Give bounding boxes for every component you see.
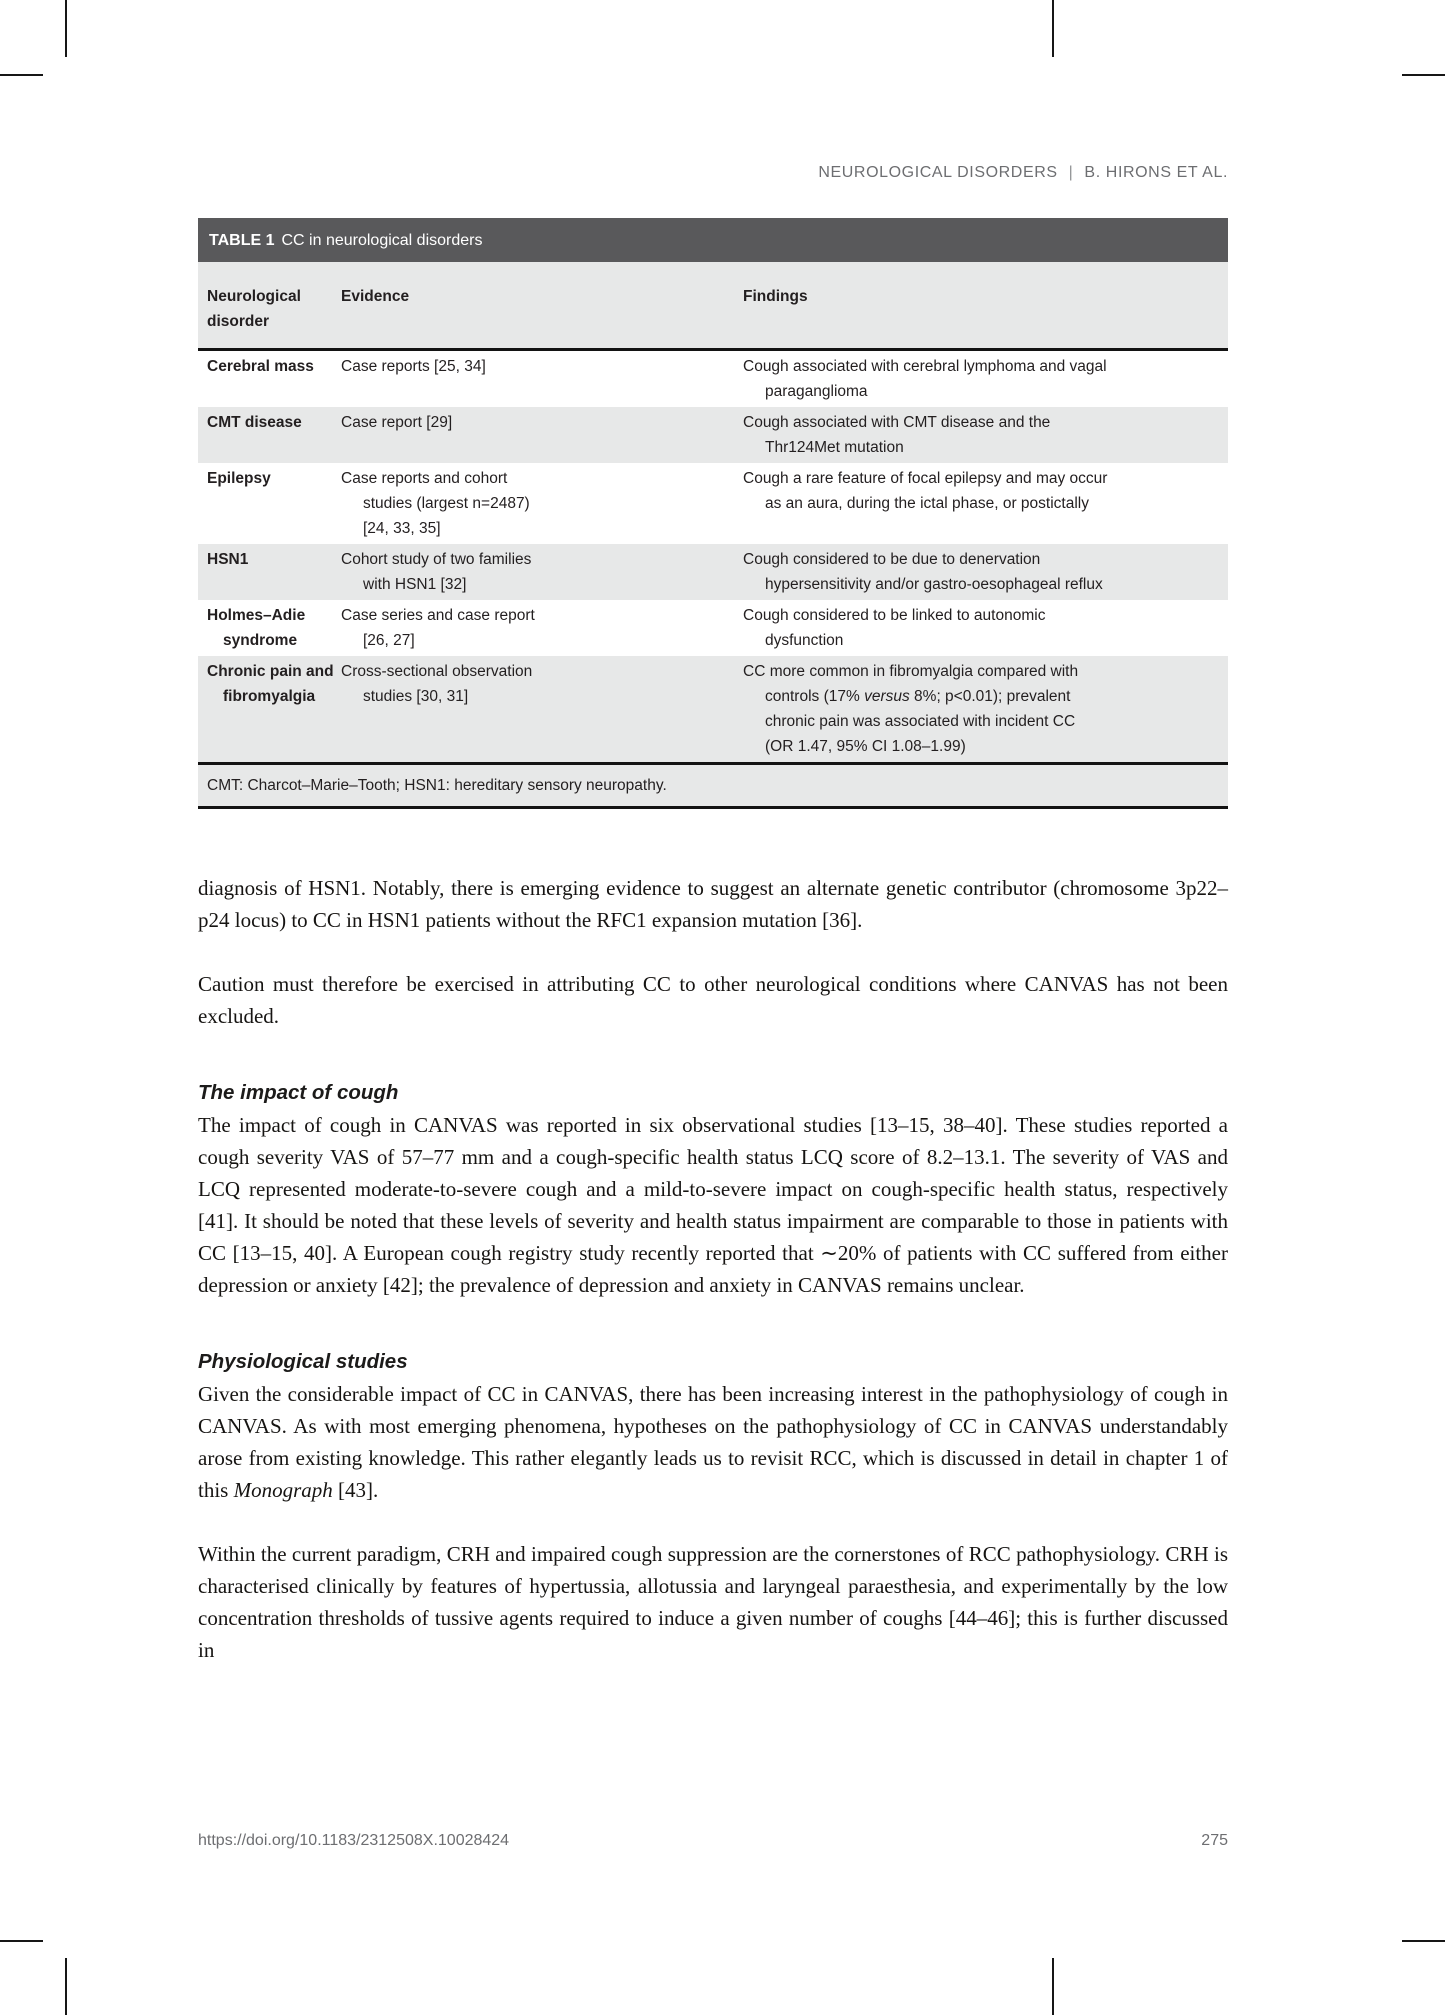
body-text [198, 872, 1228, 1698]
cell-findings: CC more common in fibromyalgia compared with controls (17% versus 8%; p<0.01); prevalent chronic pain was associated with incident CC (OR 1.47, 95% CI 1.08–1.99) [743, 663, 1079, 755]
cell-evidence: Case report [29] [341, 414, 453, 431]
cell-findings: Cough a rare feature of focal epilepsy and may occur as an aura, during the ictal phase, or postictally [743, 470, 1108, 512]
table-row-cmt-disease [198, 407, 1228, 463]
column-header-disorder: Neurological disorder [207, 288, 301, 330]
paragraph-hsn1-continuation: diagnosis of HSN1. Notably, there is emerging evidence to suggest an alternate genetic contributor (chromosome 3p22–p24 locus) to CC in HSN1 patients without the RFC1 expansion mutation [36]. [198, 876, 1228, 932]
crop-mark-bottom-left-horizontal [0, 1940, 43, 1942]
cell-findings: Cough associated with cerebral lymphoma and vagal paraganglioma [743, 358, 1107, 400]
running-head-separator: | [1068, 164, 1074, 181]
crop-mark-top-right-horizontal [1402, 74, 1445, 76]
running-head-authors: B. HIRONS ET AL. [1084, 164, 1228, 181]
doi-link[interactable]: https://doi.org/10.1183/2312508X.10028424 [198, 1832, 510, 1849]
cell-findings: Cough associated with CMT disease and the Thr124Met mutation [743, 414, 1051, 456]
cell-findings: Cough considered to be due to denervation hypersensitivity and/or gastro-oesophageal reflux [743, 551, 1103, 593]
table-title-bar [198, 218, 1228, 262]
table-row-cerebral-mass [198, 351, 1228, 407]
table-row-holmes-adie [198, 600, 1228, 656]
crop-mark-bottom-right-vertical [1052, 1958, 1054, 2015]
table-footnote: CMT: Charcot–Marie–Tooth; HSN1: hereditary sensory neuropathy. [198, 762, 1228, 809]
cell-disorder: Cerebral mass [207, 358, 314, 375]
cell-evidence: Case reports [25, 34] [341, 358, 486, 375]
paragraph-caution: Caution must therefore be exercised in attributing CC to other neurological conditions where CANVAS has not been excluded. [198, 972, 1228, 1028]
running-head-chapter: NEUROLOGICAL DISORDERS [818, 164, 1058, 181]
cell-evidence: Cross-sectional observation studies [30, 31] [341, 663, 533, 705]
cell-evidence: Case reports and cohort studies (largest n=2487) [24, 33, 35] [341, 470, 530, 537]
table-row-hsn1 [198, 544, 1228, 600]
table-row-epilepsy [198, 463, 1228, 544]
cell-evidence: Cohort study of two families with HSN1 [32] [341, 551, 532, 593]
cell-evidence: Case series and case report [26, 27] [341, 607, 535, 649]
section-heading-physiological-studies: Physiological studies [198, 1350, 408, 1373]
table-header-row [198, 262, 1228, 351]
column-header-findings: Findings [743, 288, 808, 305]
cell-disorder: Chronic pain and fibromyalgia [207, 663, 334, 705]
crop-mark-bottom-left-vertical [65, 1958, 67, 2015]
table-number: TABLE 1 [209, 231, 275, 249]
crop-mark-bottom-right-horizontal [1402, 1940, 1445, 1942]
cell-findings: Cough considered to be linked to autonomic dysfunction [743, 607, 1046, 649]
table-row-chronic-pain-fibromyalgia [198, 656, 1228, 762]
column-header-evidence: Evidence [341, 288, 410, 305]
paragraph-current-paradigm: Within the current paradigm, CRH and impaired cough suppression are the cornerstones of RCC pathophysiology. CRH is characterised clinically by features of hypertussia, allotussia and laryngeal paraesthesia, and experimentally by the low concentration thresholds of tussive agents required to induce a given number of coughs [44–46]; this is further discussed in [198, 1542, 1228, 1662]
table-1 [198, 218, 1228, 809]
crop-mark-top-right-vertical [1052, 0, 1054, 57]
paragraph-impact-of-cough: The impact of cough in CANVAS was reported in six observational studies [13–15, 38–40]. These studies reported a cough severity VAS of 57–77 mm and a cough-specific health status LCQ score of 8.2–13.1. The severity of VAS and LCQ represented moderate-to-severe cough and a mild-to-severe impact on cough-specific health status, respectively [41]. It should be noted that these levels of severity and health status impairment are comparable to those in patients with CC [13–15, 40]. A European cough registry study recently reported that ∼20% of patients with CC suffered from either depression or anxiety [42]; the prevalence of depression and anxiety in CANVAS remains unclear. [198, 1113, 1228, 1297]
cell-disorder: HSN1 [207, 551, 249, 568]
paragraph-physiological-studies: Given the considerable impact of CC in CANVAS, there has been increasing interest in the pathophysiology of cough in CANVAS. As with most emerging phenomena, hypotheses on the pathophysiology of CC in CANVAS understandably arose from existing knowledge. This rather elegantly leads us to revisit RCC, which is discussed in detail in chapter 1 of this Monograph [43]. [198, 1382, 1228, 1502]
cell-disorder: Epilepsy [207, 470, 271, 487]
page-number: 275 [1201, 1832, 1228, 1849]
cell-disorder: Holmes–Adie syndrome [207, 607, 306, 649]
cell-disorder: CMT disease [207, 414, 302, 431]
table-caption: CC in neurological disorders [281, 231, 483, 249]
running-head [198, 164, 1228, 182]
section-heading-impact-of-cough: The impact of cough [198, 1081, 399, 1104]
crop-mark-top-left-horizontal [0, 74, 43, 76]
crop-mark-top-left-vertical [65, 0, 67, 57]
